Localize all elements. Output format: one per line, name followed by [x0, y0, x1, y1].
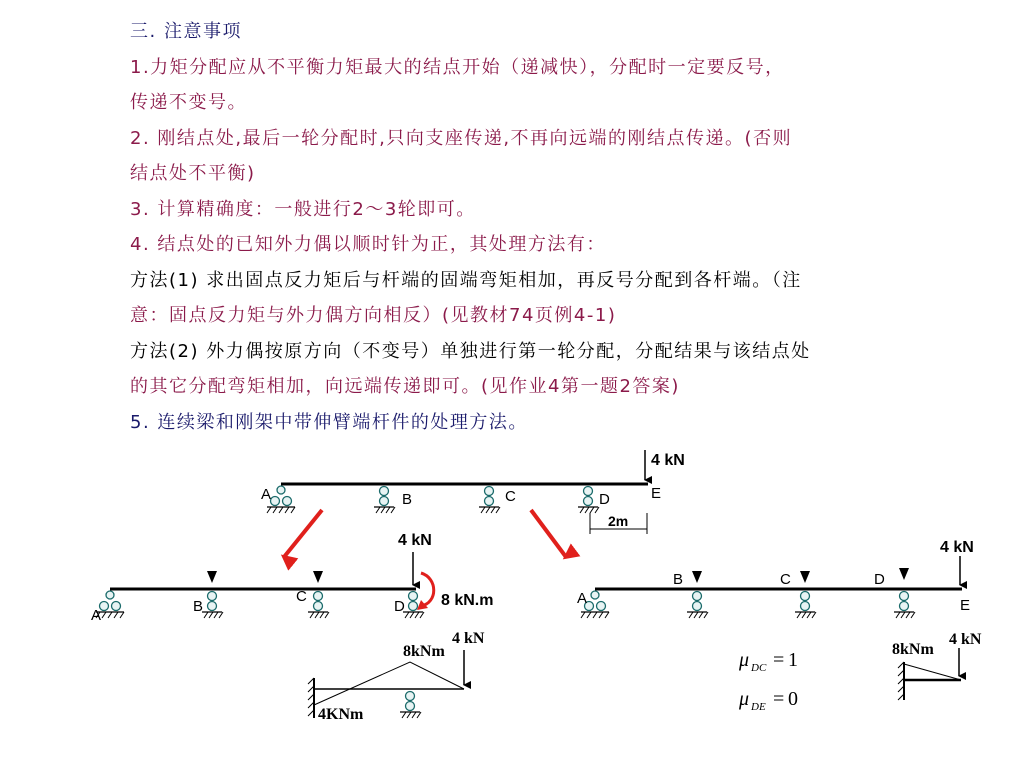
left-clamp-c — [313, 571, 323, 583]
mu-dc-symbol: μ — [739, 649, 750, 671]
notes-heading: 三. 注意事项 — [130, 21, 242, 42]
red-arrow-left — [284, 510, 322, 557]
right-node-b: B — [673, 571, 684, 588]
distribution-factors — [738, 649, 798, 713]
note-method-1a: 方法(1) 求出固点反力矩后与杆端的固端弯矩相加，再反号分配到各杆端。（注 — [130, 269, 802, 291]
left-clamp-b — [207, 571, 217, 583]
note-item-3: 3. 计算精确度：一般进行2～3轮即可。 — [130, 198, 476, 220]
top-support-d — [578, 487, 599, 514]
right-node-e: E — [960, 597, 971, 614]
left-small-moment-bottom: 4KNm — [318, 706, 364, 723]
right-load-label: 4 kN — [940, 539, 974, 556]
note-item-5: 5. 连续梁和刚架中带伸臂端杆件的处理方法。 — [130, 411, 528, 433]
right-clamp-c — [800, 571, 810, 583]
left-node-d: D — [394, 598, 405, 615]
top-node-e: E — [651, 485, 662, 502]
top-node-b: B — [402, 491, 413, 508]
note-item-2a: 2. 刚结点处,最后一轮分配时,只向支座传递,不再向远端的刚结点传递。(否则 — [130, 127, 793, 149]
mu-de-value: 0 — [788, 688, 798, 710]
moment-arc — [421, 573, 434, 606]
note-method-1b: 意：固点反力矩与外力偶方向相反）(见教材74页例4-1) — [130, 305, 617, 326]
left-node-b: B — [193, 598, 204, 615]
left-node-c: C — [296, 588, 307, 605]
mu-de-eq: = — [773, 688, 785, 710]
mu-dc-eq: = — [773, 649, 785, 671]
right-node-d: D — [874, 571, 885, 588]
left-support-c — [308, 592, 329, 619]
dim-label: 2m — [608, 513, 629, 529]
mu-de-sub: DE — [751, 701, 766, 713]
right-support-c — [795, 592, 816, 619]
right-clamp-d — [899, 568, 909, 580]
note-item-1b: 传递不变号。 — [130, 92, 247, 113]
right-node-c: C — [780, 571, 791, 588]
left-support-b — [202, 592, 223, 619]
top-node-d: D — [599, 491, 610, 508]
note-item-2b: 结点处不平衡) — [130, 163, 256, 184]
left-small-load-label: 4 kN — [452, 630, 485, 647]
right-small-diagram — [892, 631, 982, 700]
right-small-moment-line — [904, 664, 961, 680]
top-node-c: C — [505, 488, 516, 505]
top-support-b — [374, 487, 395, 514]
left-load-label: 4 kN — [398, 532, 432, 549]
mu-dc-value: 1 — [788, 649, 798, 671]
note-method-2b: 的其它分配弯矩相加，向远端传递即可。(见作业4第一题2答案) — [130, 376, 680, 397]
top-beam-diagram — [261, 450, 685, 534]
right-beam-diagram — [577, 539, 974, 618]
note-method-2a: 方法(2) 外力偶按原方向（不变号）单独进行第一轮分配，分配结果与该结点处 — [130, 340, 811, 362]
left-small-support — [400, 692, 421, 719]
right-node-a: A — [577, 590, 588, 607]
left-small-diagram — [308, 630, 485, 723]
left-moment-label: 8 kN.m — [441, 592, 494, 609]
top-load-label: 4 kN — [651, 452, 685, 469]
mu-dc-sub: DC — [751, 662, 767, 674]
right-support-b — [687, 592, 708, 619]
left-node-a: A — [91, 607, 102, 624]
right-clamp-b — [692, 571, 702, 583]
note-item-4: 4. 结点处的已知外力偶以顺时针为正，其处理方法有： — [130, 234, 606, 255]
note-item-1a: 1.力矩分配应从不平衡力矩最大的结点开始（递减快），分配时一定要反号， — [130, 56, 785, 78]
left-small-moment-curve — [314, 662, 464, 705]
top-node-a: A — [261, 486, 272, 503]
mu-de-symbol: μ — [739, 688, 750, 710]
right-small-load-label: 4 kN — [949, 631, 982, 648]
left-small-moment-top: 8kNm — [403, 643, 445, 660]
right-support-d — [894, 592, 915, 619]
red-arrow-right — [531, 510, 566, 557]
top-support-c — [479, 487, 500, 514]
top-support-a — [267, 486, 295, 513]
right-small-moment-label: 8kNm — [892, 641, 934, 658]
